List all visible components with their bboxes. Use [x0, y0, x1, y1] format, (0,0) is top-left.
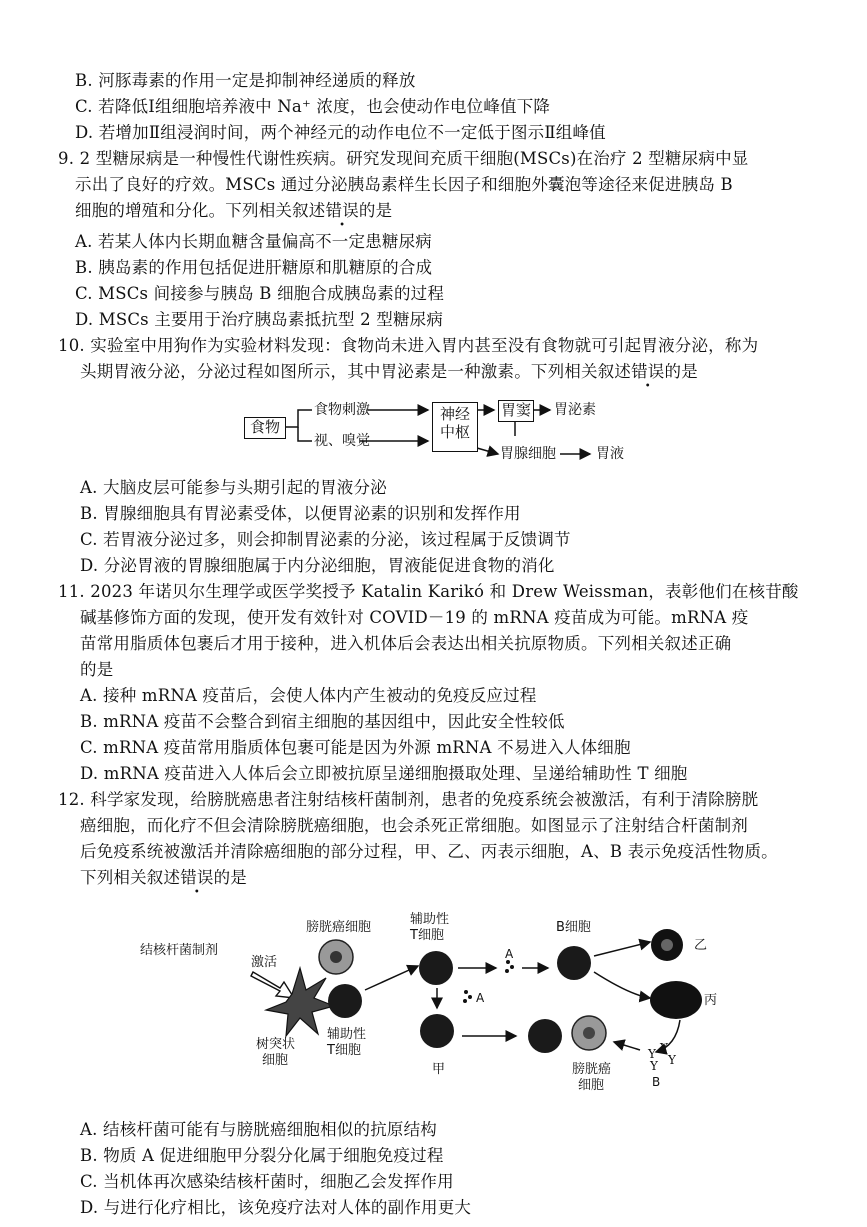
nerve-center-box: 神经中枢 [432, 402, 478, 452]
q11-option-b: B. mRNA 疫苗不会整合到宿主细胞的基因组中，因此安全性较低 [80, 712, 565, 731]
q11-stem-line1: 11. 2023 年诺贝尔生理学或医学奖授予 Katalin Karikó 和 Drew Weissman，表彰他们在核苷酸 [58, 582, 799, 601]
emphasis-wrong: 错误 [325, 201, 359, 220]
gastric-gland-cell-label: 胃腺细胞 [500, 446, 556, 462]
helper-t-top-label-1: 辅助性 [410, 912, 450, 927]
q10-option-b: B. 胃腺细胞具有胃泌素受体，以便胃泌素的识别和发挥作用 [80, 504, 521, 523]
q11-stem-line2: 碱基修饰方面的发现，使开发有效针对 COVID－19 的 mRNA 疫苗成为可能。mRNA 疫 [80, 608, 749, 627]
q10-stem-line1: 10. 实验室中用狗作为实验材料发现：食物尚未进入胃内甚至没有食物就可引起胃液分泌，称为 [58, 336, 759, 355]
helper-t-top-label-2: T细胞 [410, 928, 444, 943]
substance-a-label-2: A [476, 991, 485, 1005]
q10-option-a: A. 大脑皮层可能参与头期引起的胃液分泌 [80, 478, 387, 497]
q9-option-c: C. MSCs 间接参与胰岛 B 细胞合成胰岛素的过程 [75, 284, 445, 303]
q9-stem-line2: 示出了良好的疗效。MSCs 通过分泌胰岛素样生长因子和细胞外囊泡等途径来促进胰岛 B [75, 175, 733, 194]
gastric-antrum-box: 胃窦 [498, 400, 534, 422]
gastrin-label: 胃泌素 [554, 402, 596, 418]
cancer-cell-bottom-label-2: 细胞 [578, 1078, 605, 1093]
q12-option-c: C. 当机体再次感染结核杆菌时，细胞乙会发挥作用 [80, 1172, 454, 1191]
q8-option-b: B. 河豚毒素的作用一定是抑制神经递质的释放 [75, 71, 416, 90]
q9-stem-line1: 9. 2 型糖尿病是一种慢性代谢性疾病。研究发现间充质干细胞(MSCs)在治疗 2 型糖尿病中显 [58, 149, 749, 168]
q8-option-d: D. 若增加Ⅱ组浸润时间，两个神经元的动作电位不一定低于图示Ⅱ组峰值 [75, 123, 606, 142]
q12-option-a: A. 结核杆菌可能有与膀胱癌细胞相似的抗原结构 [80, 1120, 438, 1139]
q10-stem-line2: 头期胃液分泌，分泌过程如图所示，其中胃泌素是一种激素。下列相关叙述错误的是 [80, 362, 698, 381]
helper-t-bottom-label-2: T细胞 [327, 1043, 361, 1058]
helper-t-bottom-label-1: 辅助性 [327, 1027, 367, 1042]
q9-option-a: A. 若某人体内长期血糖含量偏高不一定患糖尿病 [75, 232, 433, 251]
q9-option-d: D. MSCs 主要用于治疗胰岛素抵抗型 2 型糖尿病 [75, 310, 444, 329]
substance-a-label-1: A [505, 947, 514, 961]
cell-jia-label: 甲 [432, 1062, 446, 1077]
q11-stem-line3: 苗常用脂质体包裹后才用于接种，进入机体后会表达出相关抗原物质。下列相关叙述正确 [80, 634, 732, 653]
q12-stem-line3: 后免疫系统被激活并清除癌细胞的部分过程，甲、乙、丙表示细胞，A、B 表示免疫活性物质。 [80, 842, 778, 861]
svg-text:Y: Y [650, 1059, 658, 1073]
svg-text:Y: Y [660, 1041, 668, 1055]
q11-option-c: C. mRNA 疫苗常用脂质体包裹可能是因为外源 mRNA 不易进入人体细胞 [80, 738, 631, 757]
q11-stem-line4: 的是 [80, 660, 114, 679]
q12-stem-line1: 12. 科学家发现，给膀胱癌患者注射结核杆菌制剂，患者的免疫系统会被激活，有利于清除膀胱 [58, 790, 759, 809]
q9-option-b: B. 胰岛素的作用包括促进肝糖原和肌糖原的合成 [75, 258, 433, 277]
q11-option-d: D. mRNA 疫苗进入人体后会立即被抗原呈递细胞摄取处理、呈递给辅助性 T 细胞 [80, 764, 688, 783]
q11-option-a: A. 接种 mRNA 疫苗后，会使人体内产生被动的免疫反应过程 [80, 686, 537, 705]
food-stimulus-label: 食物刺激 [314, 402, 370, 418]
cancer-cell-bottom-label-1: 膀胱癌 [572, 1062, 612, 1077]
cell-yi-label: 乙 [694, 938, 708, 953]
substance-b-label: B [652, 1075, 661, 1089]
sight-smell-label: 视、嗅觉 [314, 433, 370, 449]
activate-label: 激活 [251, 955, 278, 970]
emphasis-wrong: 错误 [180, 868, 214, 887]
food-box: 食物 [244, 417, 286, 439]
q12-stem-line2: 癌细胞，而化疗不但会清除膀胱癌细胞，也会杀死正常细胞。如图显示了注射结合杆菌制剂 [80, 816, 748, 835]
gastric-juice-label: 胃液 [596, 446, 624, 462]
dendritic-cell-label-2: 细胞 [262, 1053, 289, 1068]
dendritic-cell-label-1: 树突状 [256, 1037, 296, 1052]
q12-option-d: D. 与进行化疗相比，该免疫疗法对人体的副作用更大 [80, 1198, 472, 1217]
q12-option-b: B. 物质 A 促进细胞甲分裂分化属于细胞免疫过程 [80, 1146, 444, 1165]
q8-option-c: C. 若降低Ⅰ组细胞培养液中 Na⁺ 浓度，也会使动作电位峰值下降 [75, 97, 551, 116]
svg-text:Y: Y [668, 1053, 676, 1067]
q10-option-c: C. 若胃液分泌过多，则会抑制胃泌素的分泌，该过程属于反馈调节 [80, 530, 571, 549]
b-cell-label: B细胞 [556, 920, 591, 935]
tb-preparation-label: 结核杆菌制剂 [140, 943, 219, 958]
emphasis-wrong: 错误 [631, 362, 665, 381]
cancer-cell-top-label: 膀胱癌细胞 [306, 920, 372, 935]
q12-stem-line4: 下列相关叙述错误的是 [80, 868, 248, 887]
q9-stem-line3: 细胞的增殖和分化。下列相关叙述错误的是 [75, 201, 393, 220]
cell-bing-label: 丙 [704, 993, 718, 1008]
svg-text:Y: Y [648, 1047, 656, 1061]
q10-option-d: D. 分泌胃液的胃腺细胞属于内分泌细胞，胃液能促进食物的消化 [80, 556, 555, 575]
